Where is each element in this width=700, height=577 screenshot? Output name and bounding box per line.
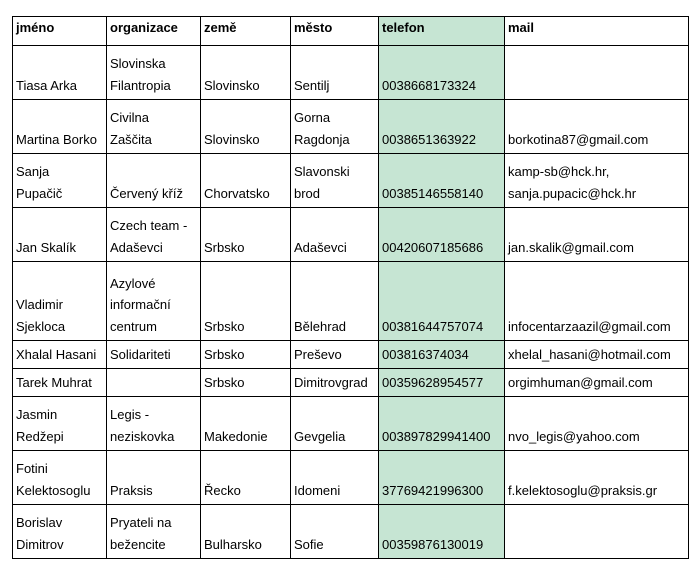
cell-city-line: Gorna [294, 110, 331, 125]
cell-name-line: Borislav [16, 515, 63, 530]
cell-country-line: Řecko [204, 482, 241, 498]
cell-country [201, 208, 291, 262]
cell-city [291, 262, 379, 341]
cell-city [291, 208, 379, 262]
cell-city [291, 369, 379, 397]
cell-name-line: Redžepi [16, 428, 64, 444]
cell-name-line: Fotini [16, 461, 48, 476]
cell-organization-line: Civilna [110, 110, 150, 125]
cell-city-line: Slavonski [294, 164, 350, 179]
cell-organization-line: neziskovka [110, 428, 175, 444]
cell-country [201, 154, 291, 208]
cell-country [201, 341, 291, 369]
cell-mail-line: jan.skalik@gmail.com [508, 239, 634, 255]
cell-phone [379, 262, 505, 341]
cell-name [13, 369, 107, 397]
cell-name [13, 208, 107, 262]
cell-organization-line: Slovinska [110, 56, 166, 71]
cell-phone [379, 397, 505, 451]
cell-mail [505, 208, 689, 262]
cell-mail [505, 451, 689, 505]
cell-city-line: Idomeni [294, 482, 341, 498]
cell-name-line: Vladimir [16, 297, 63, 312]
cell-city-line: brod [294, 185, 321, 201]
header-name: jméno [13, 17, 107, 46]
cell-mail-line: kamp-sb@hck.hr, [508, 164, 610, 179]
cell-organization-line: Pryateli na [110, 515, 172, 530]
cell-country [201, 262, 291, 341]
cell-phone-line: 0038668173324 [382, 77, 476, 93]
cell-phone [379, 505, 505, 559]
cell-phone [379, 208, 505, 262]
cell-phone-line: 37769421996300 [382, 482, 484, 498]
cell-name-line: Kelektosoglu [16, 482, 91, 498]
cell-city-line: Adaševci [294, 239, 347, 255]
cell-mail [505, 505, 689, 559]
cell-phone-line: 0038651363922 [382, 131, 476, 147]
cell-organization-line: Legis - [110, 407, 150, 422]
table-row [13, 451, 689, 505]
cell-organization-line: Solidariteti [110, 346, 171, 362]
cell-country [201, 505, 291, 559]
cell-phone [379, 451, 505, 505]
cell-country [201, 46, 291, 100]
cell-city-line: Gevgelia [294, 428, 346, 444]
cell-phone-line: 00381644757074 [382, 318, 484, 334]
cell-phone-line: 00385146558140 [382, 185, 484, 201]
cell-mail [505, 397, 689, 451]
cell-phone [379, 369, 505, 397]
header-phone: telefon [379, 17, 505, 46]
cell-phone-line: 00420607185686 [382, 239, 484, 255]
cell-organization [107, 154, 201, 208]
cell-organization [107, 341, 201, 369]
cell-name [13, 505, 107, 559]
cell-organization-line: Červený kříž [110, 185, 183, 201]
cell-city [291, 451, 379, 505]
table-row [13, 154, 689, 208]
table-row [13, 208, 689, 262]
cell-city [291, 397, 379, 451]
cell-mail [505, 46, 689, 100]
cell-city-line: Sentilj [294, 77, 330, 93]
cell-organization-line: centrum [110, 318, 157, 334]
cell-name-line: Jasmin [16, 407, 58, 422]
cell-country-line: Srbsko [204, 318, 245, 334]
cell-name-line: Sanja [16, 164, 50, 179]
cell-phone [379, 46, 505, 100]
cell-mail [505, 262, 689, 341]
contacts-table [12, 16, 689, 559]
cell-organization [107, 397, 201, 451]
cell-name-line: Dimitrov [16, 536, 64, 552]
cell-mail [505, 369, 689, 397]
cell-phone-line: 00359628954577 [382, 374, 484, 390]
cell-country [201, 369, 291, 397]
cell-country [201, 397, 291, 451]
cell-mail-line: sanja.pupacic@hck.hr [508, 185, 637, 201]
cell-name-line: Jan Skalík [16, 239, 76, 255]
cell-city [291, 154, 379, 208]
cell-city-line: Preševo [294, 346, 342, 362]
header-organization: organizace [107, 17, 201, 46]
cell-organization-line: Czech team - [110, 218, 188, 233]
cell-organization-line: Azylové [110, 275, 156, 291]
cell-country-line: Slovinsko [204, 77, 260, 93]
cell-organization [107, 262, 201, 341]
cell-organization [107, 369, 201, 397]
cell-country [201, 451, 291, 505]
header-city: město [291, 17, 379, 46]
cell-name-line: Pupačič [16, 185, 63, 201]
cell-city [291, 46, 379, 100]
table-row [13, 397, 689, 451]
cell-name [13, 100, 107, 154]
cell-name [13, 451, 107, 505]
cell-name-line: Tarek Muhrat [16, 374, 92, 390]
cell-phone-line: 003897829941400 [382, 428, 491, 444]
cell-country-line: Slovinsko [204, 131, 260, 147]
cell-city-line: Bělehrad [294, 318, 347, 334]
cell-organization [107, 46, 201, 100]
cell-country-line: Srbsko [204, 374, 245, 390]
table-body [13, 46, 689, 559]
cell-country-line: Makedonie [204, 428, 268, 444]
cell-organization-line: bežencite [110, 536, 166, 552]
cell-phone [379, 154, 505, 208]
table-row [13, 100, 689, 154]
cell-organization-line: Adaševci [110, 239, 163, 255]
header-row [13, 17, 689, 46]
cell-name-line: Sjekloca [16, 318, 66, 334]
cell-city-line: Dimitrovgrad [294, 374, 368, 390]
cell-name-line: Xhalal Hasani [16, 346, 97, 362]
table-row [13, 262, 689, 341]
table-row [13, 341, 689, 369]
table-row [13, 505, 689, 559]
cell-mail-line: orgimhuman@gmail.com [508, 374, 653, 390]
cell-city-line: Sofie [294, 536, 324, 552]
cell-organization [107, 208, 201, 262]
cell-mail [505, 154, 689, 208]
cell-name [13, 341, 107, 369]
cell-phone-line: 00359876130019 [382, 536, 484, 552]
cell-mail-line: infocentarzaazil@gmail.com [508, 318, 671, 334]
table-row [13, 369, 689, 397]
cell-phone-line: 003816374034 [382, 346, 469, 362]
cell-mail-line: xhelal_hasani@hotmail.com [508, 346, 671, 362]
cell-mail [505, 341, 689, 369]
cell-name [13, 262, 107, 341]
table-row [13, 46, 689, 100]
cell-city [291, 505, 379, 559]
header-mail: mail [505, 17, 689, 46]
cell-mail [505, 100, 689, 154]
cell-mail-line: nvo_legis@yahoo.com [508, 428, 640, 444]
cell-city [291, 341, 379, 369]
cell-organization-line: Zaščita [110, 131, 152, 147]
cell-country-line: Srbsko [204, 239, 245, 255]
cell-country-line: Chorvatsko [204, 185, 270, 201]
cell-organization-line: informační [110, 297, 171, 312]
cell-mail-line: borkotina87@gmail.com [508, 131, 649, 147]
cell-phone [379, 341, 505, 369]
cell-organization [107, 451, 201, 505]
cell-country-line: Bulharsko [204, 536, 262, 552]
cell-organization [107, 100, 201, 154]
cell-organization-line: Filantropia [110, 77, 171, 93]
cell-organization [107, 505, 201, 559]
cell-name [13, 154, 107, 208]
cell-mail-line: f.kelektosoglu@praksis.gr [508, 482, 658, 498]
cell-name-line: Tiasa Arka [16, 77, 77, 93]
cell-country-line: Srbsko [204, 346, 245, 362]
cell-city-line: Ragdonja [294, 131, 350, 147]
cell-name [13, 46, 107, 100]
cell-city [291, 100, 379, 154]
cell-phone [379, 100, 505, 154]
cell-name [13, 397, 107, 451]
cell-organization-line: Praksis [110, 482, 153, 498]
cell-country [201, 100, 291, 154]
cell-name-line: Martina Borko [16, 131, 97, 147]
header-country: země [201, 17, 291, 46]
